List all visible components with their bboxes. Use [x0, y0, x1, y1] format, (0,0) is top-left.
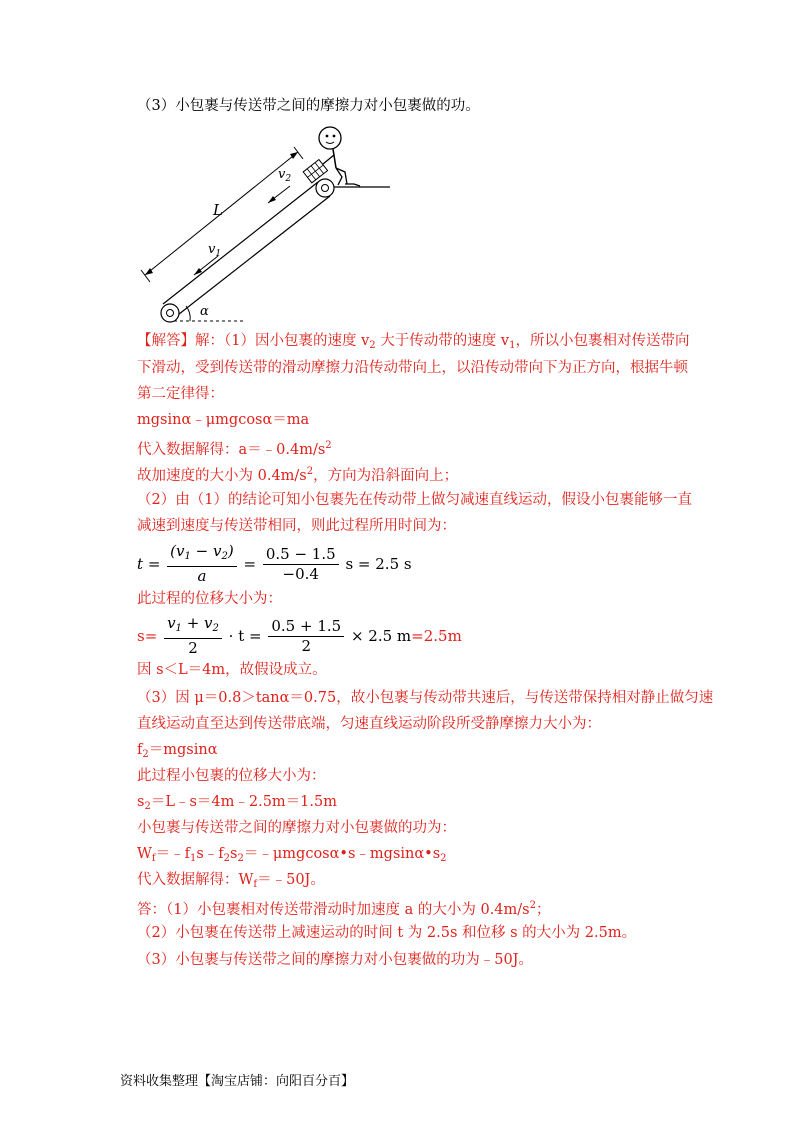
- answer-line-1: 答：（1）小包裹相对传送带滑动时加速度 a 的大小为 $0.4m/s^2$；: [137, 900, 551, 918]
- label-v2: $v_2$: [278, 167, 292, 184]
- label-L: L: [213, 201, 223, 219]
- solution-line-6: [137, 462, 458, 486]
- person-figure: [319, 127, 360, 186]
- conveyor-belt-figure: [140, 122, 400, 328]
- question-number: （3）: [137, 98, 176, 114]
- solution-line-8: 减速到速度与传送带相同，则此过程所用时间为：: [137, 518, 456, 534]
- v2-arrow-head: [268, 196, 276, 203]
- footer-text: 资料收集整理【淘宝店铺：向阳百分百】: [120, 1074, 355, 1089]
- s6b: ，方向为沿斜面向上；: [313, 468, 459, 484]
- s5-sup: 2: [325, 440, 332, 451]
- question-text: 小包裹与传送带之间的摩擦力对小包裹做的功。: [175, 98, 480, 114]
- s1b-sub: 1: [509, 340, 516, 351]
- solution-line-11: （3）因 μ＝0.8＞tanα＝0.75，故小包裹与传动带共速后，与传送带保持相对静止做匀速: [137, 690, 714, 706]
- eq2-s: s=: [137, 627, 158, 645]
- solution-line-16: 小包裹与传送带之间的摩擦力对小包裹做的功为：: [137, 820, 456, 836]
- eq2-times: × 2.5 m: [350, 627, 412, 645]
- solution-line-12: 直线运动直至达到传送带底端，匀速直线运动阶段所受静摩擦力大小为：: [137, 716, 601, 732]
- eq1-result: s = 2.5 s: [345, 555, 412, 573]
- eq1-eq: =: [147, 555, 161, 573]
- solution-line-4: mgsinα﹣μmgcosα＝ma: [137, 412, 310, 428]
- belt-upper-line: [163, 182, 318, 304]
- s6a: 故加速度的大小为 0.4m/s: [137, 468, 307, 484]
- eq1-fraction-2: $\frac{0.5 - 1.5}{-0.4}$: [263, 545, 339, 584]
- eq1-fraction-1: $\frac{(v_1 - v_2)}{a}$: [167, 542, 237, 586]
- solution-line-14: 此过程小包裹的位移大小为：: [137, 768, 326, 784]
- solution-line-15: $s_2=L﹣s=4m﹣2.5m=1.5m$: [137, 794, 337, 812]
- eq2-fraction-1: $\frac{v_1 + v_2}{2}$: [164, 614, 222, 658]
- s1b: 大于传动带的速度 v: [375, 333, 510, 349]
- eq2-fraction-2: $\frac{0.5 + 1.5}{2}$: [268, 617, 344, 656]
- eq2-result: =2.5m: [411, 627, 462, 645]
- equation-displacement: [137, 614, 462, 658]
- eq2-dot-t: · t =: [228, 627, 262, 645]
- solution-line-9: 此过程的位移大小为：: [137, 591, 282, 607]
- s5a: 代入数据解得：a＝﹣0.4m/s: [137, 442, 326, 458]
- s1a: 解：（1）因小包裹的速度 v: [195, 333, 370, 349]
- solution-line-17: $W_f=﹣f_1s﹣f_2s_2=﹣\mu mgcos\alpha•s﹣mgsin\alpha•s_2$: [137, 846, 447, 864]
- top-roller-hub: [322, 185, 329, 192]
- answer-line-2: （2）小包裹在传送带上减速运动的时间 t 为 2.5s 和位移 s 的大小为 2.5m。: [137, 925, 637, 941]
- solution-line-3: 第二定律得：: [137, 386, 224, 402]
- s1c: ，所以小包裹相对传送带向: [515, 333, 690, 349]
- answer-line-3: （3）小包裹与传送带之间的摩擦力对小包裹做的功为﹣50J。: [137, 952, 533, 968]
- solution-line-18: 代入数据解得：$W_f=﹣50J$。: [137, 872, 325, 890]
- solution-line-13: $f_2=mgsin\alpha$: [137, 742, 218, 760]
- solution-tag: 【解答】: [137, 333, 195, 349]
- label-alpha: α: [200, 304, 209, 319]
- solution-line-10: 因 s＜L＝4m，故假设成立。: [137, 662, 327, 678]
- s1a-sub: 2: [369, 340, 376, 351]
- bottom-roller-hub: [167, 310, 174, 317]
- equation-time: [137, 542, 412, 586]
- question-line: [137, 96, 480, 116]
- solution-line-7: （2）由（1）的结论可知小包裹先在传动带上做匀减速直线运动，假设小包裹能够一直: [137, 492, 692, 508]
- solution-line-1: [137, 331, 689, 356]
- label-v1: $v_1$: [208, 242, 222, 259]
- solution-line-2: 下滑动，受到传送带的滑动摩擦力沿传动带向上，以沿传动带向下为正方向，根据牛顿: [137, 360, 688, 376]
- eq1-t: t: [137, 555, 144, 573]
- s6-sup: 2: [306, 466, 314, 477]
- eq1-eq2: =: [243, 555, 257, 573]
- solution-line-5: [137, 436, 332, 460]
- belt-lower-line: [174, 196, 330, 318]
